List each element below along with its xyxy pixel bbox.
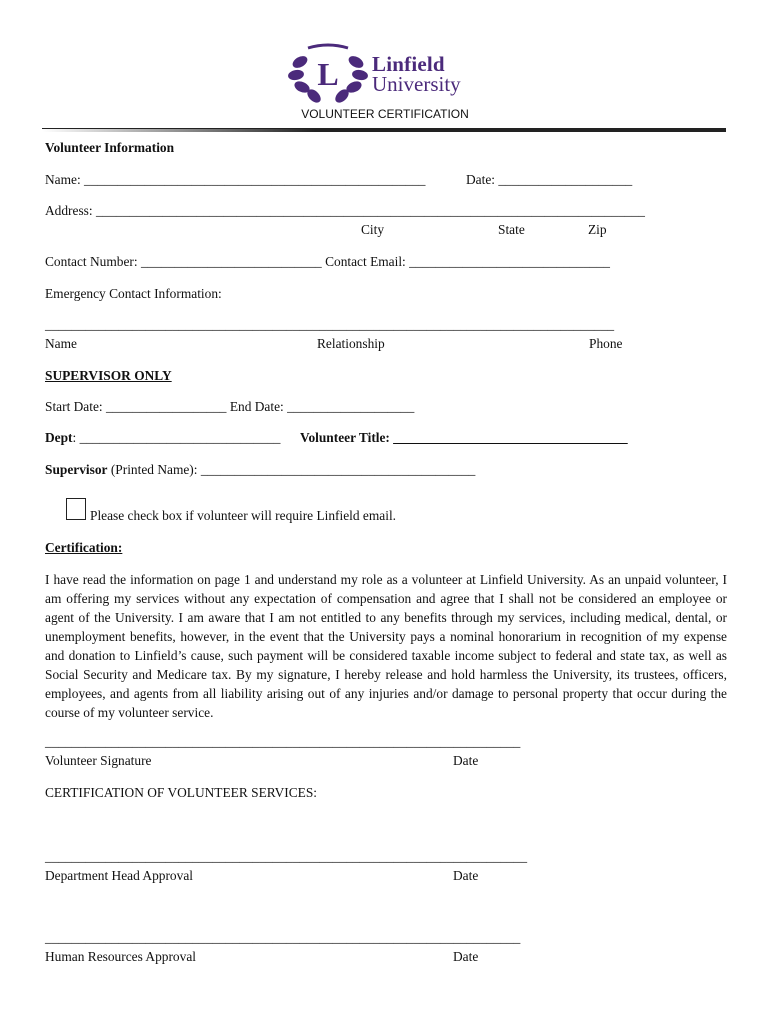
linfield-email-checkbox-label: Please check box if volunteer will require Linfield email. [90,508,397,523]
supervisor-printed-name: (Printed Name): _________________________________________ [107,462,476,477]
oak-leaf-emblem-icon [286,42,370,108]
certification-heading: Certification: [45,540,123,555]
certification-body: I have read the information on page 1 and understand my role as a volunteer at Linfield University. As an unpaid volunteer, I am offering my services without any expectation of compensation and agree that I shall not be considered an employee or agent of the University. I am aware that I am not entitled to any benefits through my services, including medical, dental, or unemployment benefits, however, in the event that the University pays a nominal honorarium in recognition of my expense and donation to Linfield’s cause, such payment will be considered taxable income subject to federal and state tax, as well as Social Security and Medicare tax. By my signature, I hereby release and hold harmless the University, its trustees, officers, employees, and agents from all liability arising out of any injuries and/or damage to personal property that occur during the course of my volunteer service. [45,572,727,720]
emergency-phone-label: Phone [589,336,623,351]
volunteer-signature-label: Volunteer Signature [45,753,152,768]
department-head-signature-field[interactable]: ________________________________________________________________________ [45,849,528,864]
logo-line-2: University [372,72,461,96]
volunteer-title-blank: ___________________________________ [393,430,628,445]
supervisor-name-field[interactable] [45,462,475,478]
supervisor-only-heading: SUPERVISOR ONLY [45,368,172,383]
logo-line-1: Linfield [372,52,445,76]
department-head-date-label: Date [453,868,479,883]
linfield-logo [286,42,486,108]
logo-wordmark [372,54,461,94]
certification-services-heading: CERTIFICATION OF VOLUNTEER SERVICES: [45,785,318,800]
hr-date-label: Date [453,949,479,964]
supervisor-label: Supervisor [45,462,108,477]
volunteer-title-field[interactable] [300,430,628,446]
department-head-approval-label: Department Head Approval [45,868,193,883]
address-field[interactable]: Address: __________________________________________________________________________________ [45,203,645,218]
volunteer-info-heading: Volunteer Information [45,140,175,155]
volunteer-signature-field[interactable]: _______________________________________________________________________ [45,734,521,749]
linfield-email-checkbox[interactable] [66,498,86,520]
emergency-relationship-label: Relationship [317,336,385,351]
zip-label: Zip [588,222,607,237]
city-label: City [361,222,385,237]
title-rule [42,127,726,132]
hr-approval-label: Human Resources Approval [45,949,196,964]
document-title: VOLUNTEER CERTIFICATION [301,107,469,121]
svg-text:L: L [317,56,339,92]
emergency-contact-field[interactable]: _____________________________________________________________________________________ [45,317,615,332]
hr-signature-field[interactable]: _______________________________________________________________________ [45,930,521,945]
emergency-contact-label: Emergency Contact Information: [45,286,222,301]
date-field[interactable]: Date: ____________________ [466,172,633,187]
volunteer-date-label: Date [453,753,479,768]
start-end-date-fields[interactable]: Start Date: __________________ End Date: ___________________ [45,399,415,414]
state-label: State [498,222,525,237]
emergency-name-label: Name [45,336,77,351]
contact-fields[interactable]: Contact Number: ___________________________ Contact Email: ______________________________ [45,254,610,269]
dept-blank: : ______________________________ [72,430,281,445]
volunteer-title-label: Volunteer Title: [300,430,394,445]
dept-field[interactable] [45,430,280,446]
name-field[interactable]: Name: ___________________________________________________ [45,172,426,187]
dept-label: Dept [45,430,73,445]
